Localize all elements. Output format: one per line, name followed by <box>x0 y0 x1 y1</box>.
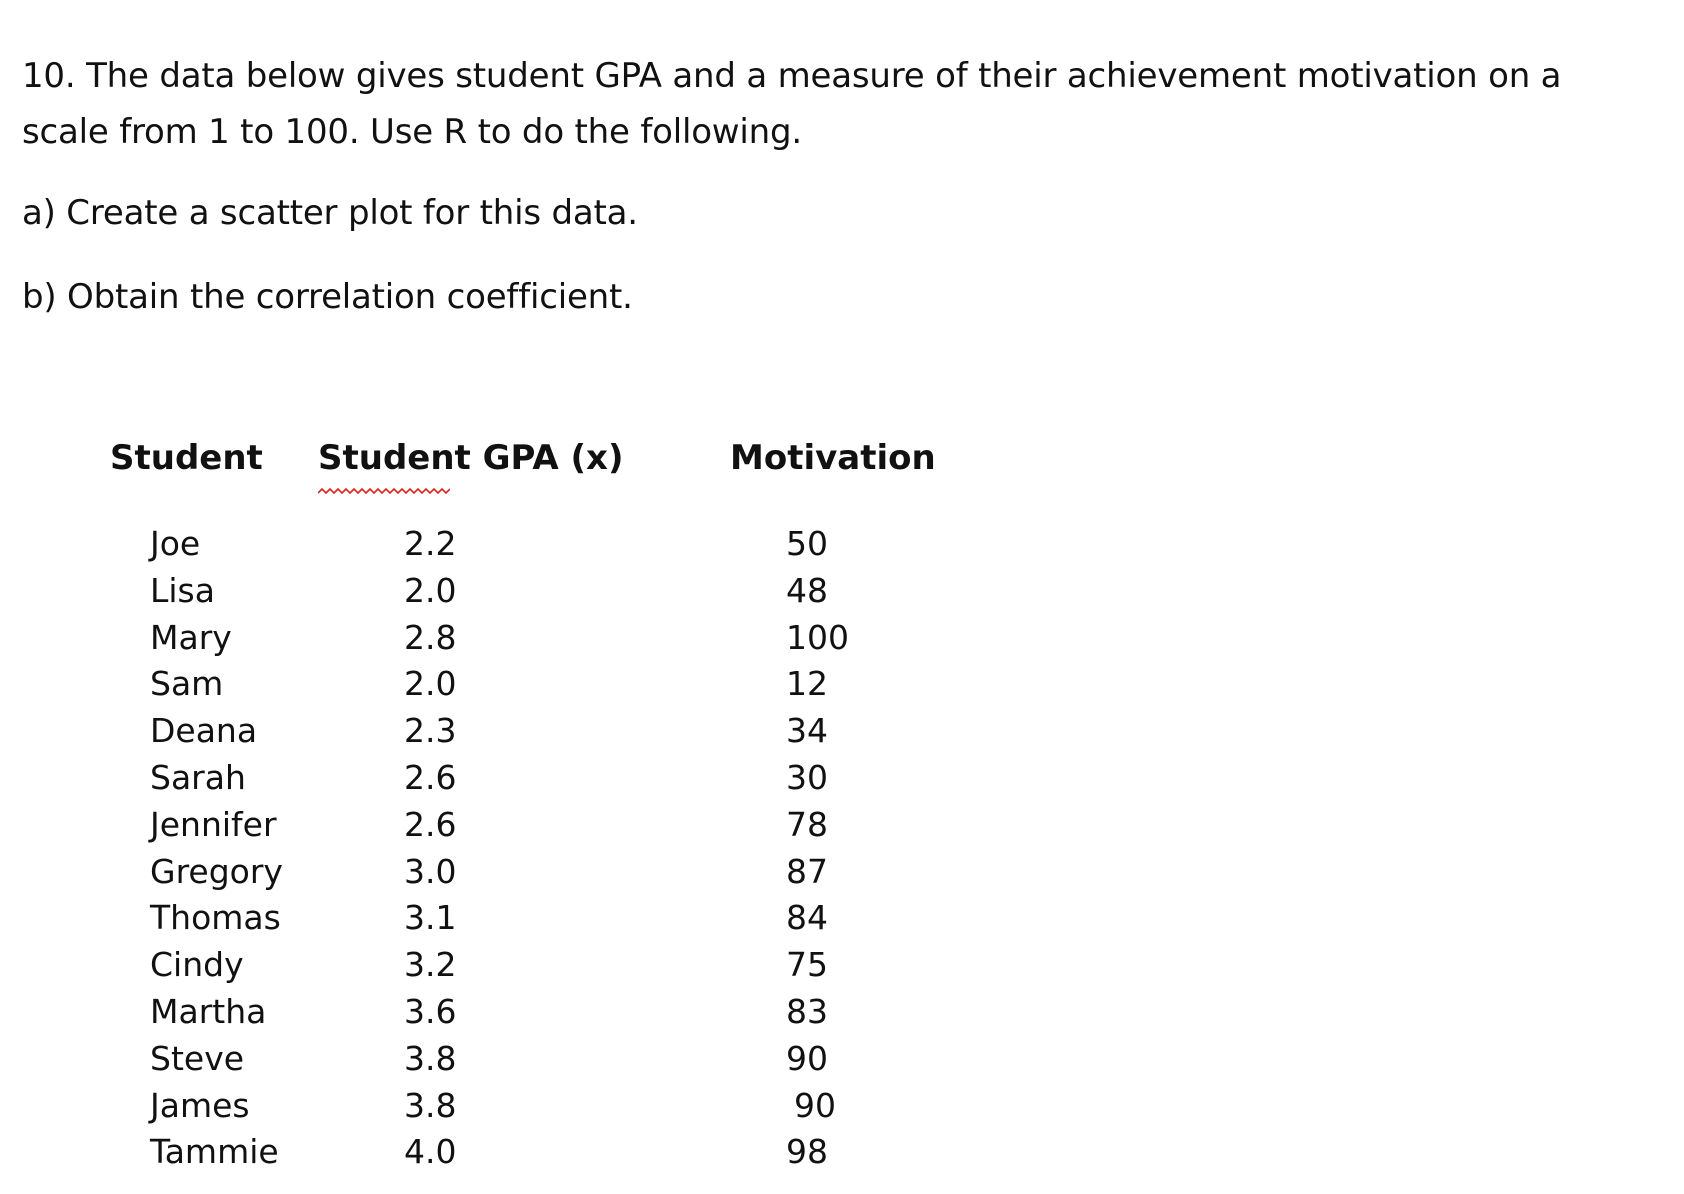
part-a-instruction: a) Create a scatter plot for this data. <box>22 193 638 233</box>
student-name-cell: Gregory <box>150 851 283 891</box>
table-row <box>0 614 1000 662</box>
motivation-cell: 90 <box>786 1038 828 1078</box>
table-row <box>0 660 1000 708</box>
motivation-cell: 48 <box>786 570 828 610</box>
student-gpa-cell: 2.3 <box>404 711 457 751</box>
table-row <box>0 848 1000 896</box>
table-row <box>0 801 1000 849</box>
motivation-cell: 90 <box>794 1085 836 1125</box>
student-gpa-cell: 3.6 <box>404 992 457 1031</box>
motivation-cell: 78 <box>786 804 828 844</box>
column-header-motivation: Motivation <box>730 438 936 478</box>
table-row <box>0 988 1000 1036</box>
student-name-cell: Steve <box>150 1038 245 1078</box>
student-name-cell: Sarah <box>150 758 246 797</box>
column-header-student: Student <box>110 438 263 478</box>
table-row <box>0 520 1000 568</box>
student-name-cell: Martha <box>150 992 267 1031</box>
motivation-cell: 12 <box>786 664 828 704</box>
problem-intro-line-2: scale from 1 to 100. Use R to do the following. <box>22 112 802 152</box>
student-name-cell: Mary <box>150 617 232 657</box>
column-header-gpa: Student GPA (x) <box>318 438 624 478</box>
motivation-cell: 75 <box>786 945 828 985</box>
motivation-cell: 84 <box>786 898 828 938</box>
student-name-cell: James <box>150 1085 250 1125</box>
student-gpa-cell: 3.0 <box>404 851 457 891</box>
student-gpa-cell: 2.6 <box>404 758 457 797</box>
student-gpa-cell: 3.8 <box>404 1038 457 1078</box>
motivation-cell: 87 <box>786 851 828 891</box>
motivation-cell: 34 <box>786 711 828 751</box>
part-b-instruction: b) Obtain the correlation coefficient. <box>22 277 633 317</box>
student-gpa-cell: 2.0 <box>404 664 457 704</box>
problem-intro-line-1: 10. The data below gives student GPA and a measure of their achievement motivation on a <box>22 56 1562 96</box>
student-gpa-cell: 2.8 <box>404 617 457 657</box>
student-name-cell: Lisa <box>150 570 215 610</box>
motivation-cell: 98 <box>786 1132 828 1172</box>
student-gpa-cell: 3.1 <box>404 898 457 938</box>
table-row <box>0 707 1000 755</box>
student-gpa-cell: 4.0 <box>404 1132 457 1172</box>
table-row <box>0 567 1000 615</box>
motivation-cell: 100 <box>786 617 849 657</box>
motivation-cell: 30 <box>786 758 828 797</box>
table-row <box>0 1128 1000 1176</box>
student-name-cell: Thomas <box>150 898 281 938</box>
student-name-cell: Tammie <box>150 1132 279 1172</box>
student-gpa-cell: 2.6 <box>404 804 457 844</box>
student-name-cell: Joe <box>150 524 201 563</box>
student-name-cell: Sam <box>150 664 224 704</box>
table-row <box>0 941 1000 989</box>
table-row <box>0 894 1000 942</box>
table-row <box>0 1082 1000 1130</box>
table-row <box>0 754 1000 802</box>
student-gpa-cell: 3.2 <box>404 945 457 985</box>
motivation-cell: 83 <box>786 992 828 1031</box>
student-name-cell: Deana <box>150 711 258 751</box>
student-gpa-cell: 3.8 <box>404 1085 457 1125</box>
student-gpa-cell: 2.0 <box>404 570 457 610</box>
student-name-cell: Jennifer <box>150 804 277 844</box>
spellcheck-underline <box>318 487 450 495</box>
student-gpa-cell: 2.2 <box>404 524 457 563</box>
problem-statement <box>22 48 1561 160</box>
motivation-cell: 50 <box>786 524 828 563</box>
table-row <box>0 1035 1000 1083</box>
student-name-cell: Cindy <box>150 945 244 985</box>
